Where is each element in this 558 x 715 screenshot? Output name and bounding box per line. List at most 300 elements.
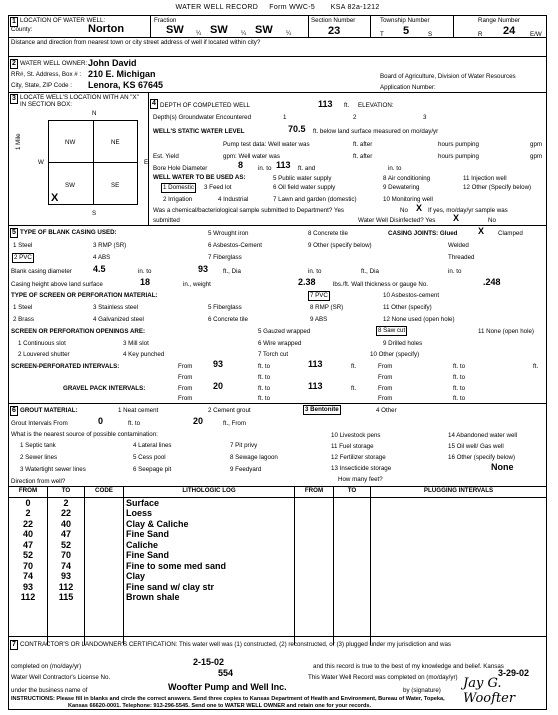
to-label: ft. to [453, 395, 466, 402]
divider [370, 16, 371, 38]
section-value: 23 [328, 25, 341, 37]
row-plug-from [295, 592, 334, 603]
section-number: 5 [12, 229, 16, 236]
row-lithology: Loess [124, 508, 295, 519]
row-lithology: Fine Sand [124, 550, 295, 561]
row-plug-from [295, 497, 334, 508]
casing-steel[interactable]: 1 Steel [13, 242, 33, 249]
row-lithology [124, 624, 295, 635]
row-from: 22 [9, 519, 48, 530]
divider [8, 92, 547, 93]
in-to: in. to [308, 268, 322, 275]
row-code [85, 603, 124, 614]
completed-label: completed on (mo/day/yr) [11, 663, 82, 670]
welded-label: Welded [448, 242, 469, 249]
open-louvered[interactable]: 2 Louvered shutter [18, 351, 70, 358]
business-value: Woofter Pump and Well Inc. [168, 682, 287, 692]
divider [8, 56, 547, 57]
row-lithology: Fine sand w/ clay str [124, 582, 295, 593]
contam-other[interactable]: 16 Other (specify below) [448, 454, 516, 461]
ft-label: ft. [533, 363, 539, 370]
diameter-label: Blank casing diameter [11, 268, 72, 275]
county-value: Norton [88, 23, 125, 35]
static-value: 70.5 [288, 124, 306, 134]
water-well-record-form [8, 4, 547, 710]
table-row [9, 624, 547, 635]
gp-to: 113 [308, 381, 323, 391]
open-torch[interactable]: 7 Torch cut [258, 351, 289, 358]
contam-none: None [491, 462, 514, 472]
business-label: under the business name of [11, 687, 88, 694]
screen-abs[interactable]: 9 ABS [310, 316, 328, 323]
range-label: Range Number [478, 17, 520, 24]
casing-fiberglass[interactable]: 7 Fiberglass [208, 254, 242, 261]
yield-label: Est. Yield [153, 153, 179, 160]
table-row [9, 561, 547, 572]
contam-lagoon[interactable]: 8 Sewage lagoon [230, 454, 278, 461]
quarter-1: ¼ [196, 30, 202, 37]
casing-rmp[interactable]: 3 RMP (SR) [93, 242, 127, 249]
contam-fuel[interactable]: 11 Fuel storage [331, 443, 374, 450]
row-plug-interval [371, 603, 547, 614]
row-to: 112 [48, 582, 85, 593]
row-plug-from [295, 529, 334, 540]
row-from [9, 613, 48, 624]
contam-feedyard[interactable]: 9 Feedyard [230, 466, 262, 473]
ft-to: ft. to [128, 420, 141, 427]
grout-to: 20 [193, 416, 204, 426]
owner-label: WATER WELL OWNER: [20, 60, 88, 67]
row-plug-from [295, 571, 334, 582]
grout-bentonite[interactable]: 3 Bentonite [305, 406, 339, 413]
application-label: Application Number: [380, 84, 436, 91]
row-plug-interval [371, 508, 547, 519]
row-plug-from [295, 603, 334, 614]
row-from: 2 [9, 508, 48, 519]
record-date: 3-29-02 [498, 668, 530, 678]
row-plug-to [334, 613, 371, 624]
row-lithology [124, 613, 295, 624]
row-code [85, 571, 124, 582]
row-plug-to [334, 603, 371, 614]
diameter-value: 4.5 [93, 264, 106, 274]
row-plug-to [334, 508, 371, 519]
row-to: 115 [48, 592, 85, 603]
license-value: 554 [218, 668, 234, 678]
township-label: Township Number [380, 17, 430, 24]
east-label: E [144, 159, 149, 166]
casing-asbestos[interactable]: 6 Asbestos-Cement [208, 242, 262, 249]
contam-seepage[interactable]: 6 Seepage pit [133, 466, 172, 473]
use-public[interactable]: 5 Public water supply [273, 175, 332, 182]
row-from: 74 [9, 571, 48, 582]
section-number: 7 [12, 641, 16, 648]
row-plug-to [334, 497, 371, 508]
table-row [9, 540, 547, 551]
contam-septic[interactable]: 1 Septic tank [20, 442, 56, 449]
after-label: ft. after [353, 141, 373, 148]
ft-label: ft. [351, 385, 357, 392]
row-from: 47 [9, 540, 48, 551]
sw-label: SW [65, 182, 75, 189]
row-to: 93 [48, 571, 85, 582]
row-plug-to [334, 571, 371, 582]
table-row [9, 497, 547, 508]
gw-1: 1 [283, 114, 287, 121]
section-box-hline [48, 162, 138, 163]
section-label: Section Number [311, 17, 356, 24]
after-label: ft. after [353, 153, 373, 160]
contam-sewer[interactable]: 2 Sewer lines [20, 454, 58, 461]
open-keypunched[interactable]: 4 Key punched [123, 351, 165, 358]
row-from: 70 [9, 561, 48, 572]
table-row [9, 519, 547, 530]
section-number: 1 [12, 18, 16, 25]
row-code [85, 561, 124, 572]
col-from: FROM [9, 486, 48, 497]
bact-label: Was a chemical/bacteriological sample submitted to Department? Yes [153, 207, 344, 214]
spi-label: SCREEN-PERFORATED INTERVALS: [11, 363, 120, 370]
table-row [9, 592, 547, 603]
col-plugging-intervals: PLUGGING INTERVALS [371, 486, 547, 497]
contam-livestock[interactable]: 10 Livestock pens [331, 432, 381, 439]
gp-label: GRAVEL PACK INTERVALS: [63, 385, 146, 392]
row-plug-interval [371, 582, 547, 593]
in-to: in. to [138, 268, 152, 275]
elevation-label: ELEVATION: [358, 102, 394, 109]
location-label: LOCATION OF WATER WELL: [20, 17, 106, 24]
ft-label: ft. [351, 363, 357, 370]
row-from: 93 [9, 582, 48, 593]
spi-from: 93 [213, 359, 224, 369]
use-industrial[interactable]: 4 Industrial [218, 196, 249, 203]
row-to [48, 613, 85, 624]
table-row [9, 571, 547, 582]
township-value: 5 [403, 25, 410, 37]
col-plug-from: FROM [295, 486, 334, 497]
open-sawcut[interactable]: 8 Saw cut [378, 327, 406, 334]
casing-concrete[interactable]: 8 Concrete tile [308, 230, 348, 237]
to-label: ft. to [258, 374, 271, 381]
contam-cesspool[interactable]: 5 Cess pool [133, 454, 166, 461]
diameter-to-value: 93 [198, 264, 209, 274]
lithologic-log-table [8, 486, 547, 645]
glued-x: X [478, 226, 485, 236]
table-row [9, 550, 547, 561]
use-dewater[interactable]: 9 Dewatering [383, 184, 420, 191]
hours-label: hours pumping [438, 141, 479, 148]
screen-galvanized[interactable]: 4 Galvanized steel [93, 316, 144, 323]
grout-other[interactable]: 4 Other [376, 407, 397, 414]
bact-no: No [400, 207, 408, 214]
s-label: S [428, 31, 433, 38]
from-label: From [178, 395, 193, 402]
screen-steel[interactable]: 1 Steel [13, 304, 33, 311]
city-value: Lenora, KS 67645 [88, 80, 164, 90]
static-tail: ft. below land surface measured on mo/day/yr [313, 128, 439, 135]
use-monitoring[interactable]: 10 Monitoring well [383, 196, 433, 203]
license-label: Water Well Contractor's License No. [11, 674, 111, 681]
section-number: 2 [12, 60, 16, 67]
in-to: in. to [388, 165, 402, 172]
row-lithology [124, 603, 295, 614]
row-lithology: Caliche [124, 540, 295, 551]
ne-label: NE [111, 139, 120, 146]
true-text: and this record is true to the best of my knowledge and belief. Kansas [313, 663, 504, 670]
row-plug-to [334, 624, 371, 635]
board-label: Board of Agriculture, Division of Water Resources [380, 73, 516, 80]
row-code [85, 624, 124, 635]
gp-from: 20 [213, 381, 224, 391]
divider [8, 225, 547, 226]
bore-to-value: 113 [276, 160, 291, 170]
open-drilled[interactable]: 9 Drilled holes [383, 340, 423, 347]
row-plug-interval [371, 519, 547, 530]
weight-label: in., weight [183, 281, 211, 288]
from-label: From [378, 374, 393, 381]
disinfected-label: Water Well Disinfected? Yes [358, 217, 436, 224]
row-from: 40 [9, 529, 48, 540]
quarter-2: ¼ [241, 30, 247, 37]
hours-label: hours pumping [438, 153, 479, 160]
screen-rmp[interactable]: 8 RMP (SR) [310, 304, 344, 311]
threaded-label: Threaded [448, 254, 475, 261]
contam-lateral[interactable]: 4 Lateral lines [133, 442, 172, 449]
ft-label: ft. [344, 102, 350, 109]
in-to: in. to [448, 268, 462, 275]
row-from: 112 [9, 592, 48, 603]
open-gauzed[interactable]: 5 Gauzed wrapped [258, 328, 311, 335]
ft-from: ft., From [223, 420, 247, 427]
range-value: 24 [503, 25, 516, 37]
ft-dia: ft., Dia [223, 268, 241, 275]
row-plug-from [295, 624, 334, 635]
west-label: W [38, 159, 44, 166]
r-label: R [478, 31, 483, 38]
owner-value: John David [88, 58, 137, 68]
divider [148, 93, 149, 225]
signature: Jay G. Woofter [463, 676, 516, 706]
ft-dia: ft., Dia [361, 268, 379, 275]
use-label: WELL WATER TO BE USED AS: [153, 174, 246, 181]
row-to: 2 [48, 497, 85, 508]
casing-other[interactable]: 9 Other (specify below) [308, 242, 372, 249]
row-to: 22 [48, 508, 85, 519]
row-plug-to [334, 561, 371, 572]
record-label: This Water Well Record was completed on (mo/day/yr) [308, 674, 458, 681]
row-plug-to [334, 582, 371, 593]
distance-label: Distance and direction from nearest town or city street address of well if located within city? [11, 39, 261, 46]
grout-neat[interactable]: 1 Neat cement [118, 407, 159, 414]
open-wire[interactable]: 6 Wire wrapped [258, 340, 302, 347]
bore-label: Bore Hole Diameter [153, 165, 208, 172]
row-lithology: Clay [124, 571, 295, 582]
from-label: From [178, 374, 193, 381]
fraction-3: SW [255, 24, 273, 36]
screen-none[interactable]: 12 None used (open hole) [383, 316, 455, 323]
row-lithology: Brown shale [124, 592, 295, 603]
quarter-3: ¼ [286, 30, 292, 37]
to-label: ft. to [258, 385, 271, 392]
row-to: 70 [48, 550, 85, 561]
fraction-label: Fraction [154, 17, 177, 24]
section-number: 6 [12, 407, 16, 414]
row-plug-from [295, 550, 334, 561]
nw-label: NW [65, 139, 76, 146]
use-irrigation[interactable]: 2 Irrigation [163, 196, 193, 203]
row-plug-from [295, 613, 334, 624]
row-to [48, 624, 85, 635]
gw-3: 3 [423, 114, 427, 121]
mile-label: 1 Mile [15, 133, 22, 150]
row-plug-interval [371, 571, 547, 582]
to-label: ft. to [453, 363, 466, 370]
screen-other[interactable]: 11 Other (specify) [383, 304, 432, 311]
from-label: From [378, 385, 393, 392]
row-plug-interval [371, 592, 547, 603]
row-plug-from [295, 508, 334, 519]
row-to: 40 [48, 519, 85, 530]
grout-from: 0 [98, 416, 104, 426]
row-to: 52 [48, 540, 85, 551]
bore-value: 8 [238, 160, 244, 170]
row-code [85, 529, 124, 540]
ew-label: E/W [530, 31, 542, 38]
row-from [9, 624, 48, 635]
col-to: TO [48, 486, 85, 497]
instructions-2: Kansas 66620-0001. Telephone: 913-296-5545. Send one to WATER WELL OWNER and retain one for your records. [68, 703, 372, 709]
open-other[interactable]: 10 Other (specify) [370, 351, 420, 358]
bact-tail: If yes, mo/day/yr sample was [428, 207, 508, 214]
row-plug-interval [371, 561, 547, 572]
joints-label: CASING JOINTS: Glued [388, 230, 458, 237]
screen-label: TYPE OF SCREEN OR PERFORATION MATERIAL: [11, 292, 158, 299]
section-number: 4 [152, 100, 156, 107]
contam-label: What is the nearest source of possible contamination: [11, 431, 158, 438]
row-to: 74 [48, 561, 85, 572]
contam-oilgas[interactable]: 15 Oil well/ Gas well [448, 443, 504, 450]
gw-2: 2 [353, 114, 357, 121]
use-oilfield[interactable]: 6 Oil field water supply [273, 184, 336, 191]
use-domestic[interactable]: 1 Domestic [163, 184, 194, 191]
depth-value: 113 [318, 99, 333, 109]
casing-wrought[interactable]: 5 Wrought iron [208, 230, 249, 237]
contam-pit[interactable]: 7 Pit privy [230, 442, 258, 449]
clamped-label: Clamped [498, 230, 523, 237]
static-label: WELL'S STATIC WATER LEVEL [153, 128, 245, 135]
fraction-2: SW [210, 24, 228, 36]
row-to [48, 603, 85, 614]
row-code [85, 519, 124, 530]
table-row [9, 508, 547, 519]
locate-title: LOCATE WELL'S LOCATION WITH AN "X" IN SECTION BOX: [20, 94, 139, 108]
se-label: SE [111, 182, 120, 189]
casing-abs[interactable]: 4 ABS [93, 254, 111, 261]
address-value: 210 E. Michigan [88, 69, 156, 79]
gauge-value: .248 [483, 277, 501, 287]
use-ac[interactable]: 8 Air conditioning [383, 175, 431, 182]
divider [308, 16, 309, 38]
row-lithology: Fine to some med sand [124, 561, 295, 572]
divider [8, 37, 547, 38]
screen-fiberglass[interactable]: 5 Fiberglass [208, 304, 242, 311]
north-label: N [92, 110, 97, 117]
from-label: From [378, 363, 393, 370]
grout-cement[interactable]: 2 Cement grout [208, 407, 251, 414]
pump-label: Pump test data: Well water was [223, 141, 310, 148]
row-from [9, 603, 48, 614]
screen-asbestos[interactable]: 10 Asbestos-cement [383, 292, 440, 299]
openings-label: SCREEN OR PERFORATION OPENINGS ARE: [11, 328, 146, 335]
row-lithology: Clay & Caliche [124, 519, 295, 530]
to-label: ft. to [258, 363, 271, 370]
row-plug-to [334, 550, 371, 561]
contam-fertilizer[interactable]: 12 Fertilizer storage [331, 454, 386, 461]
casing-pvc[interactable]: 2 PVC [14, 254, 32, 261]
row-code [85, 613, 124, 624]
use-feedlot[interactable]: 3 Feed lot [204, 184, 232, 191]
screen-pvc[interactable]: 7 PVC [310, 292, 328, 299]
row-plug-to [334, 529, 371, 540]
yield-gpm: gpm: Well water was [223, 153, 280, 160]
contam-insecticide[interactable]: 13 Insecticide storage [331, 465, 392, 472]
casing-label: TYPE OF BLANK CASING USED: [20, 229, 117, 236]
to-label: ft. to [258, 395, 271, 402]
screen-stainless[interactable]: 3 Stainless steel [93, 304, 139, 311]
use-other[interactable]: 12 Other (Specify below) [463, 184, 532, 191]
from-label: From [178, 385, 193, 392]
fraction-1: SW [166, 24, 184, 36]
contam-abandoned[interactable]: 14 Abandoned water well [448, 432, 518, 439]
row-lithology: Fine Sand [124, 529, 295, 540]
table-row [9, 582, 547, 593]
row-code [85, 540, 124, 551]
row-plug-to [334, 540, 371, 551]
howmany-label: How many feet? [338, 476, 383, 483]
table-row [9, 613, 547, 624]
height-value: 18 [140, 277, 151, 287]
to-label: ft. to [453, 385, 466, 392]
open-continuous[interactable]: 1 Continuous slot [18, 340, 66, 347]
to-label: ft. to [453, 374, 466, 381]
screen-concrete[interactable]: 6 Concrete tile [208, 316, 248, 323]
submitted-label: submitted [153, 217, 180, 224]
screen-brass[interactable]: 2 Brass [13, 316, 34, 323]
grout-intervals-label: Grout Intervals From [11, 420, 68, 427]
in-to: in. to [258, 165, 272, 172]
row-plug-from [295, 561, 334, 572]
row-plug-from [295, 519, 334, 530]
location-x-mark: X [51, 192, 59, 204]
use-lawn[interactable]: 7 Lawn and garden (domestic) [273, 196, 357, 203]
form-title: WATER WELL RECORD [175, 4, 259, 11]
depth-label: DEPTH OF COMPLETED WELL [160, 102, 251, 109]
contam-watertight[interactable]: 3 Watertight sewer lines [20, 466, 86, 473]
row-plug-interval [371, 497, 547, 508]
completed-value: 2-15-02 [193, 657, 225, 667]
open-millslot[interactable]: 3 Mill slot [123, 340, 149, 347]
row-plug-to [334, 519, 371, 530]
spi-to: 113 [308, 359, 323, 369]
row-plug-from [295, 582, 334, 593]
gpm-label: gpm [530, 141, 543, 148]
table-row [9, 529, 547, 540]
row-code [85, 497, 124, 508]
row-from: 52 [9, 550, 48, 561]
groundwater-label: Depth(s) Groundwater Encountered [153, 114, 252, 121]
open-none[interactable]: 11 None (open hole) [478, 328, 534, 335]
use-injection[interactable]: 11 Injection well [463, 175, 507, 182]
